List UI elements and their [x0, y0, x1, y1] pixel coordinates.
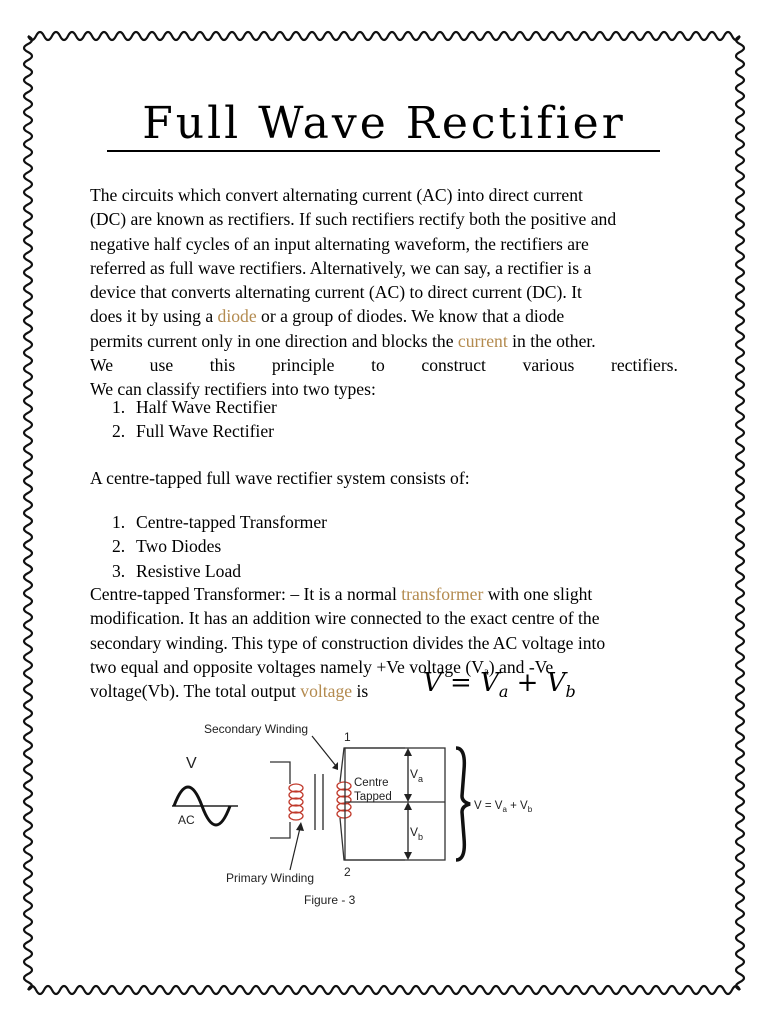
- ac-label: AC: [178, 813, 195, 827]
- diode-link[interactable]: diode: [217, 306, 257, 327]
- formula-subscript: b: [565, 682, 576, 702]
- figure-caption: Figure - 3: [304, 893, 356, 907]
- list-number: 2.: [112, 421, 126, 442]
- para-line: secondary winding. This type of construction divides the AC voltage into: [90, 632, 606, 653]
- intro-line: negative half cycles of an input alternating waveform, the rectifiers are: [90, 233, 589, 254]
- primary-pointer: [290, 828, 300, 870]
- formula-part: + V: [508, 668, 566, 698]
- list-number: 2.: [112, 536, 126, 557]
- text-run: or a group of diodes. We know that a diode: [256, 306, 565, 327]
- vb-label: $V_b$: [410, 825, 424, 842]
- formula-subscript: a: [498, 682, 509, 702]
- list-label: Half Wave Rectifier: [136, 397, 277, 417]
- system-line: A centre-tapped full wave rectifier system consists of:: [90, 468, 470, 488]
- list-number: 3.: [112, 560, 126, 581]
- tapped-label: Tapped: [354, 791, 392, 803]
- components-list: [112, 510, 327, 583]
- text-run: in the other.: [507, 330, 596, 351]
- voltage-formula: [423, 668, 576, 701]
- primary-lead-top: [270, 762, 290, 784]
- total-voltage-label: $V = V_a + V_b$: [474, 800, 533, 814]
- voltage-link[interactable]: voltage: [300, 681, 353, 702]
- title-underline: [107, 150, 660, 152]
- text-run: is: [352, 681, 369, 702]
- formula-part: V = V: [423, 668, 499, 698]
- load-box: [345, 748, 445, 860]
- page-title: Full Wave Rectifier: [142, 98, 626, 149]
- intro-line: device that converts alternating current (AC) to direct current (DC). It: [90, 282, 582, 303]
- secondary-coil: [337, 782, 351, 818]
- para-line: two equal and opposite voltages namely +Ve voltage (Vₐ) and -Ve: [90, 656, 554, 677]
- transformer-link[interactable]: transformer: [401, 584, 484, 604]
- text-run: Centre-tapped Transformer: – It is a normal: [90, 584, 402, 604]
- brace-icon: [456, 748, 470, 860]
- va-label: $V_a$: [410, 767, 424, 784]
- para-line: [90, 582, 605, 606]
- word: to: [371, 355, 385, 376]
- list-number: 1.: [112, 512, 126, 532]
- primary-coil: [289, 784, 303, 820]
- terminal-2-label: 2: [344, 865, 351, 879]
- primary-winding-label: Primary Winding: [226, 871, 315, 885]
- intro-line: referred as full wave rectifiers. Alternatively, we can say, a rectifier is a: [90, 257, 592, 278]
- intro-line: [90, 304, 678, 328]
- current-link[interactable]: current: [457, 330, 508, 351]
- word: We: [90, 355, 114, 376]
- secondary-pointer: [312, 736, 336, 766]
- intro-paragraph: [90, 183, 678, 402]
- list-label: Two Diodes: [136, 536, 222, 557]
- word: principle: [271, 355, 335, 376]
- word: various: [522, 355, 575, 376]
- centre-label: Centre: [354, 777, 389, 789]
- word: this: [209, 355, 236, 376]
- list-item: [112, 559, 327, 583]
- terminal-1-label: 1: [344, 730, 351, 744]
- secondary-bottom-wire: [340, 818, 405, 860]
- list-item: [112, 510, 327, 534]
- principle-line: [90, 353, 678, 377]
- rectifier-types-list: [112, 395, 277, 444]
- list-item: [112, 419, 277, 443]
- primary-pointer-arrowhead: [296, 822, 304, 831]
- list-label: Full Wave Rectifier: [136, 421, 274, 442]
- word: rectifiers.: [611, 355, 678, 376]
- primary-lead-bottom: [270, 822, 290, 838]
- text-run: with one slight: [483, 584, 593, 604]
- intro-line: The circuits which convert alternating current (AC) into direct current: [90, 185, 583, 205]
- word: construct: [421, 355, 486, 376]
- text-run: does it by using a: [90, 306, 218, 327]
- list-label: Resistive Load: [136, 560, 242, 581]
- list-label: Centre-tapped Transformer: [136, 512, 328, 532]
- intro-line: [90, 329, 678, 353]
- rectifier-circuit-figure: [160, 710, 580, 920]
- intro-line: (DC) are known as rectifiers. If such rectifiers rectify both the positive and: [90, 209, 617, 230]
- list-item: [112, 395, 277, 419]
- source-symbol: V: [186, 755, 197, 772]
- text-run: voltage(Vb). The total output: [90, 681, 301, 702]
- list-number: 1.: [112, 397, 126, 417]
- para-line: modification. It has an addition wire connected to the exact centre of the: [90, 608, 600, 629]
- classify-line: We can classify rectifiers into two types:: [90, 379, 376, 400]
- secondary-pointer-arrowhead: [332, 762, 338, 770]
- word: use: [149, 355, 174, 376]
- text-run: permits current only in one direction and blocks the: [90, 330, 458, 351]
- secondary-winding-label: Secondary Winding: [204, 722, 309, 736]
- list-item: [112, 534, 327, 558]
